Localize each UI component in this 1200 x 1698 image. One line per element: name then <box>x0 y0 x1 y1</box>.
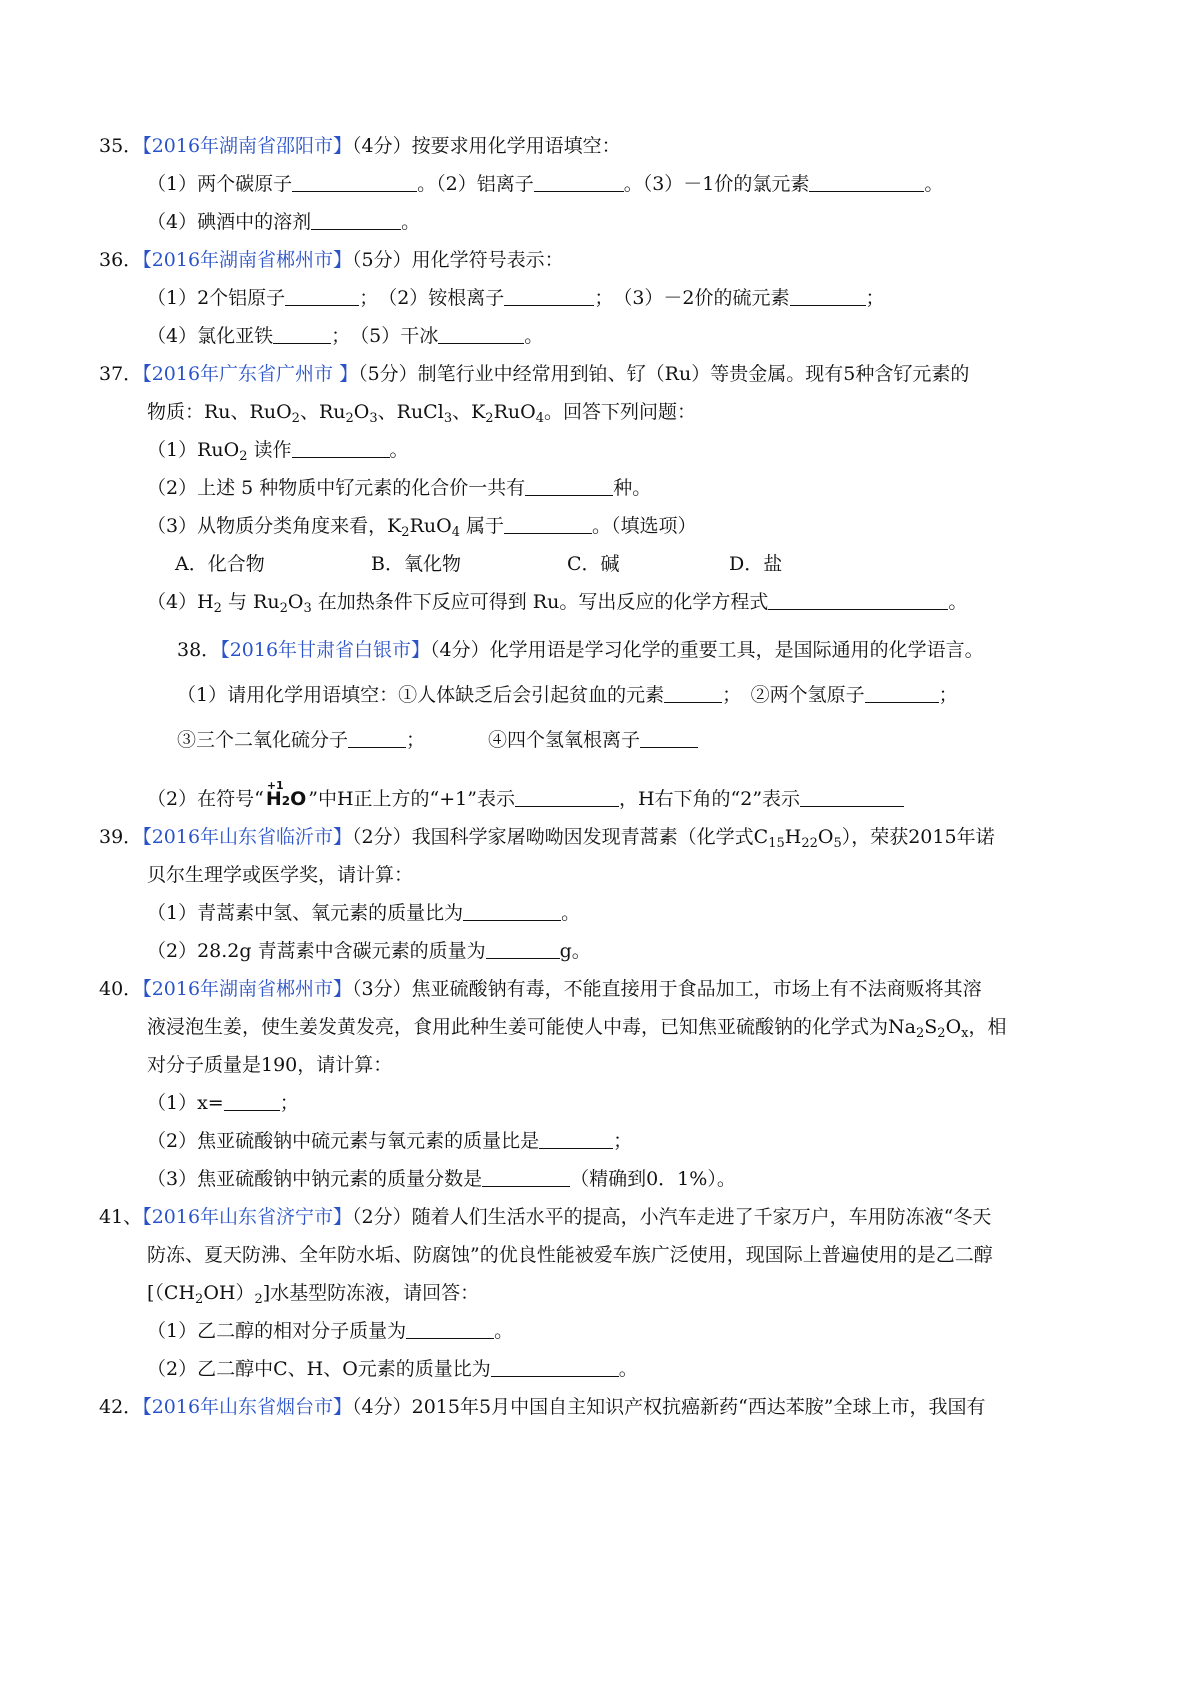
part-text: 在加热条件下反应可得到 Ru。写出反应的化学方程式 <box>311 591 769 613</box>
q36-line1 <box>147 285 885 311</box>
punct: 种。 <box>613 477 652 499</box>
part-text: ； ②两个氢原子 <box>722 684 865 706</box>
punct: 。 <box>417 173 437 195</box>
question-stem: （4分）化学用语是学习化学的重要工具，是国际通用的化学语言。 <box>430 639 984 661</box>
text: ]水基型防冻液，请回答： <box>262 1282 480 1304</box>
subscript: 3 <box>369 411 378 426</box>
q38-line2 <box>177 727 698 753</box>
text: ，相 <box>968 1016 1007 1038</box>
answer-blank[interactable] <box>482 1168 570 1187</box>
punct: ； <box>613 1130 633 1152</box>
answer-blank[interactable] <box>285 287 359 306</box>
answer-blank[interactable] <box>504 515 592 534</box>
punct: 。 <box>618 1358 638 1380</box>
answer-blank[interactable] <box>768 591 948 610</box>
text: RuO <box>493 401 536 423</box>
answer-blank[interactable] <box>438 325 524 344</box>
part-text: （1）x= <box>147 1092 224 1114</box>
text: 。回答下列问题： <box>543 401 696 423</box>
answer-blank[interactable] <box>539 1130 613 1149</box>
source-tag: 【2016年广东省广州市 】 <box>142 363 359 385</box>
subscript: 2 <box>281 794 291 808</box>
subscript: 2 <box>915 1026 925 1041</box>
question-stem: （5分）制笔行业中经常用到铂、钌（Ru）等贵金属。现有5种含钌元素的 <box>358 363 970 385</box>
q40-part3 <box>147 1166 736 1192</box>
subscript: 2 <box>937 1026 946 1041</box>
text: [（CH <box>147 1282 196 1304</box>
question-number: 42． <box>99 1396 143 1418</box>
question-stem: （4分）2015年5月中国自主知识产权抗癌新药“西达苯胺”全球上市，我国有 <box>352 1396 986 1418</box>
text: 、Ru <box>299 401 346 423</box>
part-text: （1）2个铝原子 <box>147 287 286 309</box>
answer-blank[interactable] <box>525 477 613 496</box>
text: 、K <box>452 401 486 423</box>
q37-line2 <box>147 399 696 432</box>
part-text: （3）－1价的氯元素 <box>642 173 810 195</box>
question-number: 36． <box>99 249 143 271</box>
punct: ； <box>331 325 341 347</box>
subscript: 2 <box>239 449 248 464</box>
source-tag: 【2016年湖南省郴州市】 <box>142 978 353 1000</box>
option-c[interactable]: C．碱 <box>567 553 620 575</box>
answer-blank[interactable] <box>311 211 401 230</box>
answer-blank[interactable] <box>790 287 866 306</box>
question-number: 35． <box>99 135 143 157</box>
q40-line3 <box>147 1052 392 1078</box>
text: 液浸泡生姜，使生姜发黄发亮，食用此种生姜可能使人中毒，已知焦亚硫酸钠的化学式为Na <box>147 1016 916 1038</box>
q39-header <box>99 824 995 857</box>
answer-blank[interactable] <box>273 325 331 344</box>
q41-header <box>99 1204 991 1230</box>
element-symbol: O <box>290 788 307 810</box>
part-text: （4）碘酒中的溶剂 <box>147 211 312 233</box>
punct: 。 <box>524 325 544 347</box>
subscript: 5 <box>833 836 842 851</box>
punct: 。 <box>924 173 944 195</box>
part-text: （2）在符号“ <box>147 788 264 810</box>
element-symbol: H <box>265 788 282 810</box>
answer-blank[interactable] <box>406 1320 494 1339</box>
punct: 。 <box>623 173 643 195</box>
source-tag: 【2016年湖南省郴州市】 <box>142 249 353 271</box>
part-text: （2）乙二醇中C、H、O元素的质量比为 <box>147 1358 491 1380</box>
q41-part2 <box>147 1356 638 1382</box>
q39-line2 <box>147 862 413 888</box>
q40-line2 <box>147 1014 1007 1047</box>
text: OH） <box>203 1282 255 1304</box>
part-text: （1）乙二醇的相对分子质量为 <box>147 1320 407 1342</box>
text: 防冻、夏天防沸、全年防水垢、防腐蚀”的优良性能被爱车族广泛使用，现国际上普遍使用的是乙二醇 <box>147 1244 993 1266</box>
subscript: 3 <box>443 411 453 426</box>
part-text: （2）铝离子 <box>436 173 534 195</box>
punct: 。 <box>401 211 421 233</box>
source-tag: 【2016年山东省临沂市】 <box>142 826 353 848</box>
answer-blank[interactable] <box>292 439 390 458</box>
source-tag: 【2016年山东省烟台市】 <box>142 1396 353 1418</box>
part-text: （2）28.2g 青蒿素中含碳元素的质量为 <box>147 940 486 962</box>
subscript: 2 <box>345 411 354 426</box>
text: H <box>784 826 802 848</box>
answer-blank[interactable] <box>515 788 619 807</box>
part-text: （4）H <box>147 591 214 613</box>
option-d[interactable]: D．盐 <box>729 553 783 575</box>
part-text: （3）－2价的硫元素 <box>622 287 790 309</box>
punct: ； <box>359 287 369 309</box>
answer-blank[interactable] <box>800 788 904 807</box>
punct: 。 <box>948 591 968 613</box>
q37-part2 <box>147 475 651 501</box>
question-stem: （5分）用化学符号表示： <box>352 249 564 271</box>
answer-blank[interactable] <box>534 173 624 192</box>
q40-header <box>99 976 982 1002</box>
subscript: 2 <box>195 1292 204 1307</box>
text: O <box>945 1016 962 1038</box>
punct: ； <box>865 287 885 309</box>
q38-line3 <box>147 779 904 814</box>
text: O <box>353 401 370 423</box>
question-number: 38． <box>177 639 221 661</box>
q35-line2 <box>147 209 420 235</box>
part-text: （2）铵根离子 <box>387 287 505 309</box>
part-text: RuO <box>409 515 452 537</box>
option-b[interactable]: B．氧化物 <box>371 553 461 575</box>
part-text: （2）焦亚硫酸钠中硫元素与氧元素的质量比是 <box>147 1130 540 1152</box>
q37-options <box>175 551 782 577</box>
q35-header <box>99 133 621 159</box>
q37-part3 <box>147 513 697 546</box>
punct: ； <box>279 1092 299 1114</box>
answer-blank[interactable] <box>809 173 924 192</box>
part-text: （1）RuO <box>147 439 240 461</box>
question-number: 37． <box>99 363 143 385</box>
punct: g。 <box>559 940 591 962</box>
answer-blank[interactable] <box>348 729 406 748</box>
source-tag: 【2016年山东省济宁市】 <box>142 1206 353 1228</box>
subscript: 15 <box>768 836 785 851</box>
part-text: （5）干冰 <box>359 325 439 347</box>
punct: 。 <box>389 439 409 461</box>
punct: ； <box>594 287 604 309</box>
text: 、RuCl <box>377 401 444 423</box>
punct: ； <box>938 684 958 706</box>
punct: 。 <box>561 902 581 924</box>
q35-line1 <box>147 171 943 197</box>
q39-part2 <box>147 938 591 964</box>
part-text: （3）焦亚硫酸钠中钠元素的质量分数是 <box>147 1168 483 1190</box>
question-stem: （4分）按要求用化学用语填空： <box>352 135 621 157</box>
question-number: 40． <box>99 978 143 1000</box>
question-number: 41、 <box>99 1206 143 1228</box>
part-text: （1）青蒿素中氢、氧元素的质量比为 <box>147 902 464 924</box>
q41-line3 <box>147 1280 479 1313</box>
question-stem: （2分）随着人们生活水平的提高，小汽车走进了千家万户，车用防冻液“冬天 <box>352 1206 992 1228</box>
part-text: 属于 <box>459 515 505 537</box>
part-text: （3）从物质分类角度来看，K <box>147 515 402 537</box>
text: 物质：Ru、RuO <box>147 401 292 423</box>
part-text: O <box>287 591 304 613</box>
subscript: 2 <box>401 525 410 540</box>
part-text: 读作 <box>247 439 292 461</box>
water-formula <box>265 779 307 814</box>
subscript: 2 <box>254 1292 263 1307</box>
part-text: ，H右下角的“2”表示 <box>618 788 801 810</box>
answer-blank[interactable] <box>865 684 939 703</box>
question-number: 39． <box>99 826 143 848</box>
subscript: 22 <box>801 836 818 851</box>
subscript: 2 <box>291 411 300 426</box>
part-text: ”中H正上方的“+1”表示 <box>308 788 515 810</box>
part-text: 与 Ru <box>221 591 280 613</box>
q38-header <box>177 637 984 663</box>
answer-blank[interactable] <box>504 287 594 306</box>
q36-line2 <box>147 323 543 349</box>
punct: （精确到0．1%）。 <box>570 1168 736 1190</box>
q41-part1 <box>147 1318 513 1344</box>
answer-blank[interactable] <box>486 940 560 959</box>
part-text: （2）上述 5 种物质中钌元素的化合价一共有 <box>147 477 526 499</box>
text: 贝尔生理学或医学奖，请计算： <box>147 864 414 886</box>
punct: 。 <box>494 1320 514 1342</box>
part-text: ③三个二氧化硫分子 <box>177 729 349 751</box>
answer-blank[interactable] <box>224 1092 280 1111</box>
question-stem: （3分）焦亚硫酸钠有毒，不能直接用于食品加工，市场上有不法商贩将其溶 <box>352 978 982 1000</box>
punct: ； <box>406 729 426 751</box>
subscript: x <box>961 1026 969 1041</box>
text: O <box>817 826 834 848</box>
q41-line2 <box>147 1242 993 1268</box>
subscript: 2 <box>279 601 288 616</box>
question-stem: （2分）我国科学家屠呦呦因发现青蒿素（化学式C <box>352 826 769 848</box>
q40-part2 <box>147 1128 632 1154</box>
source-tag: 【2016年甘肃省白银市】 <box>220 639 431 661</box>
option-a[interactable]: A．化合物 <box>175 553 265 575</box>
part-text: （1）两个碳原子 <box>147 173 293 195</box>
text: ），荣获2015年诺 <box>841 826 995 848</box>
q40-part1 <box>147 1090 299 1116</box>
q42-header <box>99 1394 986 1420</box>
answer-blank[interactable] <box>463 902 561 921</box>
part-text: （4）氯化亚铁 <box>147 325 274 347</box>
part-text: ④四个氢氧根离子 <box>488 729 641 751</box>
q37-header <box>99 361 969 387</box>
answer-blank[interactable] <box>640 729 698 748</box>
source-tag: 【2016年湖南省邵阳市】 <box>142 135 353 157</box>
q37-part1 <box>147 437 409 470</box>
subscript: 4 <box>451 525 460 540</box>
punct: 。（填选项） <box>592 515 697 537</box>
q36-header <box>99 247 564 273</box>
text: S <box>924 1016 938 1038</box>
text: 对分子质量是190，请计算： <box>147 1054 393 1076</box>
valence-mark: +1 <box>266 779 284 792</box>
q38-line1 <box>177 682 958 708</box>
subscript: 4 <box>535 411 544 426</box>
answer-blank[interactable] <box>491 1358 619 1377</box>
subscript: 2 <box>485 411 494 426</box>
q37-part4 <box>147 589 967 622</box>
answer-blank[interactable] <box>664 684 722 703</box>
subscript: 3 <box>303 601 312 616</box>
part-text: （1）请用化学用语填空：①人体缺乏后会引起贫血的元素 <box>177 684 665 706</box>
subscript: 2 <box>213 601 222 616</box>
q39-part1 <box>147 900 580 926</box>
answer-blank[interactable] <box>292 173 417 192</box>
